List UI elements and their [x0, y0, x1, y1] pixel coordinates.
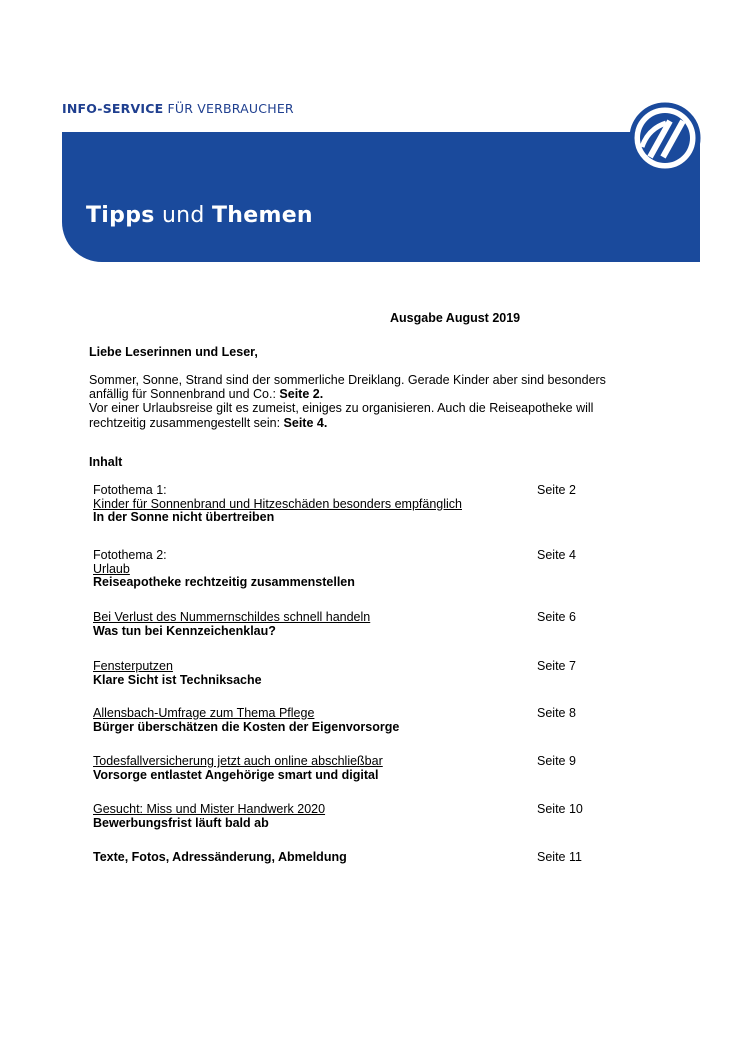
banner-title: [86, 203, 313, 228]
toc-item-page: Seite 8: [537, 706, 576, 720]
toc-item: [93, 803, 593, 830]
toc-item-link[interactable]: Gesucht: Miss und Mister Handwerk 2020: [93, 802, 326, 816]
toc-item-page: Seite 7: [537, 659, 576, 673]
toc-item-headline: Bewerbungsfrist läuft bald ab: [93, 815, 269, 830]
title-themen: Themen: [212, 203, 313, 228]
toc-item-headline: Klare Sicht ist Techniksache: [93, 672, 262, 687]
intro-p1: Sommer, Sonne, Strand sind der sommerliche Dreiklang. Gerade Kinder aber sind besonders anfällig für Sonnenbrand und Co.:: [89, 373, 606, 402]
toc-item: [93, 611, 593, 638]
title-und: und: [161, 203, 205, 228]
toc-item-page: Seite 11: [537, 850, 582, 864]
issue-label: Ausgabe August 2019: [390, 311, 521, 325]
toc-item: [93, 707, 593, 734]
toc-item-headline: Reiseapotheke rechtzeitig zusammenstellen: [93, 575, 355, 590]
toc-item: [93, 755, 593, 782]
toc-item: [93, 660, 593, 687]
toc-item-link[interactable]: Fensterputzen: [93, 659, 173, 673]
greeting: Liebe Leserinnen und Leser,: [89, 345, 258, 359]
toc-item-pre: Fotothema 1:: [93, 483, 167, 497]
header-banner: [62, 132, 700, 262]
intro-p2: Vor einer Urlaubsreise gilt es zumeist, einiges zu organisieren. Auch die Reiseapotheke will rechtzeitig zusammengestellt sein:: [89, 401, 594, 430]
toc-item-page: Seite 9: [537, 754, 576, 768]
toc-item-page: Seite 4: [537, 548, 576, 562]
toc-item-headline: Was tun bei Kennzeichenklau?: [93, 623, 276, 638]
toc-item-pre: Fotothema 2:: [93, 548, 167, 562]
brand-light: FÜR VERBRAUCHER: [167, 101, 294, 116]
toc-item-headline: Bürger überschätzen die Kosten der Eigenvorsorge: [93, 719, 400, 734]
toc-item-page: Seite 6: [537, 610, 576, 624]
toc-item-link[interactable]: Todesfallversicherung jetzt auch online abschließbar: [93, 754, 383, 768]
toc-item-headline: In der Sonne nicht übertreiben: [93, 510, 275, 525]
brand-line: [62, 101, 294, 116]
toc-item-headline: Vorsorge entlastet Angehörige smart und digital: [93, 767, 379, 782]
toc-heading: Inhalt: [89, 455, 123, 469]
toc-item-link[interactable]: Urlaub: [93, 561, 130, 576]
circle-logo-icon: [626, 99, 704, 177]
toc-item: [93, 549, 593, 590]
toc-item: [93, 851, 593, 865]
intro-p2-page: Seite 4.: [283, 415, 328, 430]
title-tipps: Tipps: [86, 203, 155, 228]
toc-item: [93, 484, 593, 525]
intro-text: [89, 373, 609, 430]
toc-item-headline: Texte, Fotos, Adressänderung, Abmeldung: [93, 850, 347, 864]
toc-item-page: Seite 2: [537, 483, 576, 497]
toc-item-page: Seite 10: [537, 802, 583, 816]
toc-item-link[interactable]: Allensbach-Umfrage zum Thema Pflege: [93, 706, 315, 720]
brand-bold: INFO-SERVICE: [62, 101, 164, 116]
toc-item-link[interactable]: Bei Verlust des Nummernschildes schnell handeln: [93, 610, 371, 624]
intro-p1-page: Seite 2.: [279, 387, 324, 402]
toc-item-link[interactable]: Kinder für Sonnenbrand und Hitzeschäden besonders empfänglich: [93, 496, 462, 511]
